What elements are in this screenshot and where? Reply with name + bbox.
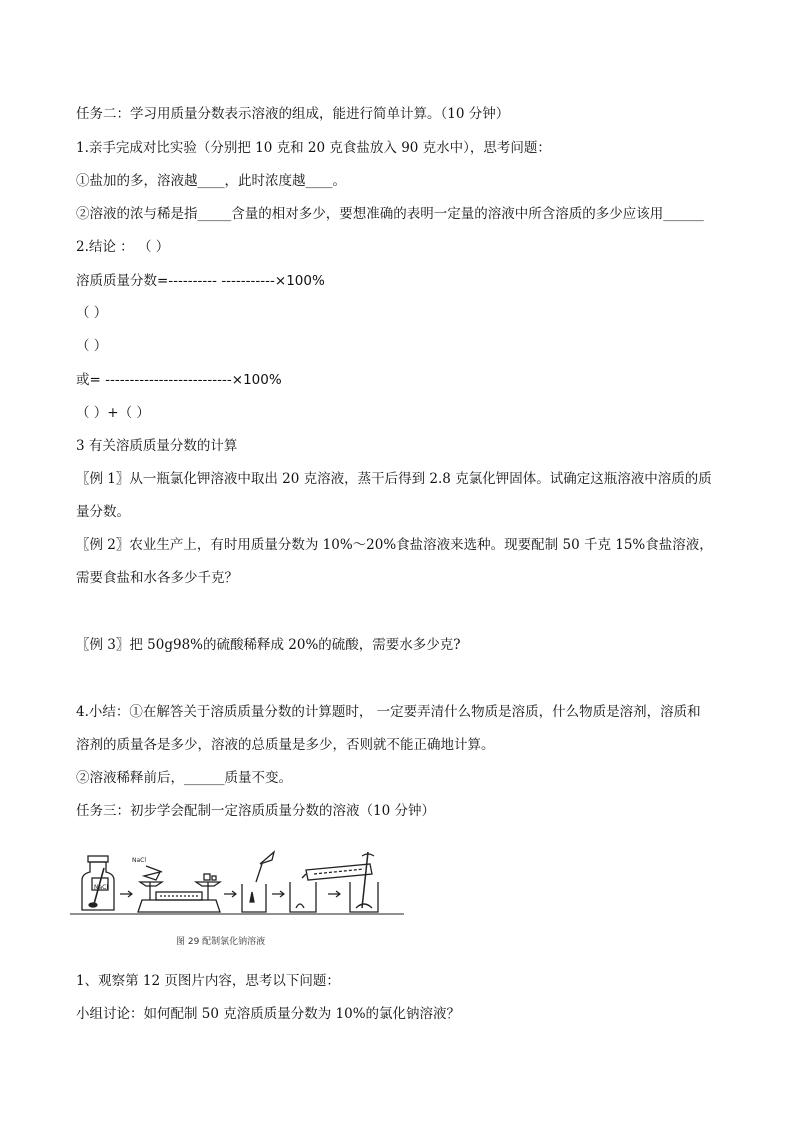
group-discussion: 小组讨论：如何配制 50 克溶质质量分数为 10%的氯化钠溶液？ xyxy=(76,1006,461,1022)
question-2: ②溶液的浓与稀是指_____含量的相对多少，要想准确的表明一定量的溶液中所含溶质的多少应该用______ xyxy=(76,206,704,222)
summary-line-2: 溶剂的质量各是多少，溶液的总质量是多少，否则就不能正确地计算。 xyxy=(76,737,495,753)
task-three-heading: 任务三：初步学会配制一定溶质质量分数的溶液（10 分钟） xyxy=(76,803,435,819)
beaker-stirring-icon xyxy=(350,852,378,912)
formula-line-1: 溶质质量分数=---------- -----------×100% xyxy=(76,273,325,289)
formula-denominator-2: （ ）+（ ） xyxy=(76,405,150,421)
balance-scale-icon xyxy=(138,866,220,912)
example-2-line-1: 〖例 2〗农业生产上，有时用质量分数为 10%～20%食盐溶液来选种。现要配制 50 千克 15%食盐溶液， xyxy=(76,537,713,553)
nacl-paper-label: NaCl xyxy=(132,857,147,864)
formula-numerator-2: （ ） xyxy=(76,338,108,354)
summary-line-1: 4.小结：①在解答关于溶质质量分数的计算题时， 一定要弄清什么物质是溶质，什么物质是溶剂，溶质和 xyxy=(76,704,701,720)
example-3: 〖例 3〗把 50g98%的硫酸稀释成 20%的硫酸，需要水多少克? xyxy=(76,637,461,653)
beaker-with-funnel-icon xyxy=(242,852,274,912)
figure-caption: 图 29 配制氯化钠溶液 xyxy=(176,937,266,947)
conclusion-label: 2.结论 ： （ ） xyxy=(76,239,170,255)
task-two-heading: 任务二：学习用质量分数表示溶液的组成，能进行简单计算。（10 分钟） xyxy=(76,106,510,122)
example-2-line-2: 需要食盐和水各多少千克？ xyxy=(76,570,238,586)
question-1: ①盐加的多，溶液越____，此时浓度越____。 xyxy=(76,173,346,189)
example-1-line-1: 〖例 1〗从一瓶氯化钾溶液中取出 20 克溶液，蒸干后得到 2.8 克氯化钾固体。试确定这瓶溶液中溶质的质 xyxy=(76,471,712,487)
experiment-instruction: 1.亲手完成对比实验（分别把 10 克和 20 克食盐放入 90 克水中），思考问题： xyxy=(76,140,551,156)
observe-instruction: 1、观察第 12 页图片内容，思考以下问题： xyxy=(76,973,340,989)
formula-denominator-1: （ ） xyxy=(76,305,108,321)
example-1-line-2: 量分数。 xyxy=(76,504,130,520)
nacl-bottle-label: NaCl xyxy=(94,884,109,891)
summary-line-3: ②溶液稀释前后，______质量不变。 xyxy=(76,770,292,786)
formula-line-2: 或= --------------------------×100% xyxy=(76,372,282,388)
reagent-bottle-icon xyxy=(82,856,114,910)
calculation-heading: 3 有关溶质质量分数的计算 xyxy=(76,438,238,454)
solution-preparation-figure xyxy=(70,842,410,946)
